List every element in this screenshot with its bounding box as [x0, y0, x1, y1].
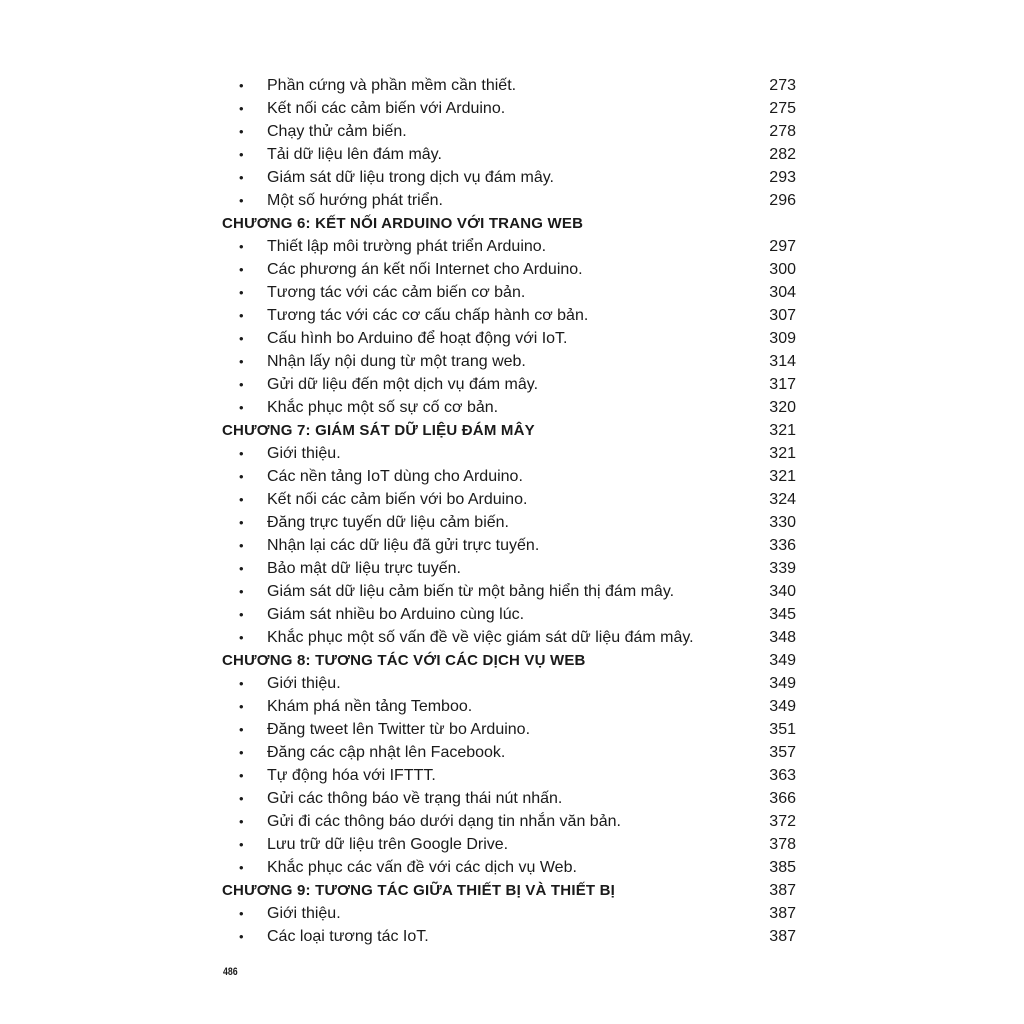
toc-item [222, 718, 796, 741]
toc-page-number: 278 [769, 123, 796, 140]
toc-item-label: Tương tác với các cảm biến cơ bản. [267, 284, 526, 301]
toc-page-number: 297 [769, 238, 796, 255]
bullet-icon: • [239, 791, 244, 806]
chapter-title: CHƯƠNG 8: TƯƠNG TÁC VỚI CÁC DỊCH VỤ WEB [222, 652, 586, 669]
toc-page-number: 357 [769, 744, 796, 761]
toc-item-label: Cấu hình bo Arduino để hoạt động với IoT. [267, 330, 568, 347]
bullet-icon: • [239, 676, 244, 691]
toc-chapter-heading [222, 879, 796, 902]
bullet-icon: • [239, 584, 244, 599]
toc-item [222, 810, 796, 833]
toc-item [222, 902, 796, 925]
toc-page-number: 317 [769, 376, 796, 393]
toc-item-label: Một số hướng phát triển. [267, 192, 443, 209]
toc-chapter-heading [222, 419, 796, 442]
toc-item [222, 672, 796, 695]
toc-item-label: Tải dữ liệu lên đám mây. [267, 146, 442, 163]
toc-item-label: Khám phá nền tảng Temboo. [267, 698, 473, 715]
toc-item-label: Gửi đi các thông báo dưới dạng tin nhắn văn bản. [267, 813, 621, 830]
toc-item-label: Khắc phục một số sự cố cơ bản. [267, 399, 499, 416]
bullet-icon: • [239, 699, 244, 714]
toc-item [222, 465, 796, 488]
bullet-icon: • [239, 262, 244, 277]
toc-page-number: 330 [769, 514, 796, 531]
toc-page-number: 304 [769, 284, 796, 301]
toc-page-number: 339 [769, 560, 796, 577]
table-of-contents [222, 74, 796, 948]
toc-item [222, 189, 796, 212]
toc-item-label: Các phương án kết nối Internet cho Arduino. [267, 261, 583, 278]
bullet-icon: • [239, 331, 244, 346]
toc-item-label: Phần cứng và phần mềm cần thiết. [267, 77, 517, 94]
toc-item [222, 373, 796, 396]
toc-item-label: Khắc phục các vấn đề với các dịch vụ Web. [267, 859, 577, 876]
toc-item-label: Tương tác với các cơ cấu chấp hành cơ bản. [267, 307, 589, 324]
toc-page-number: 309 [769, 330, 796, 347]
toc-item [222, 764, 796, 787]
toc-page-number: 296 [769, 192, 796, 209]
toc-item-label: Nhận lấy nội dung từ một trang web. [267, 353, 526, 370]
bullet-icon: • [239, 515, 244, 530]
toc-item [222, 488, 796, 511]
toc-item [222, 626, 796, 649]
toc-item-label: Giám sát nhiều bo Arduino cùng lúc. [267, 606, 525, 623]
toc-page-number: 314 [769, 353, 796, 370]
toc-page-number: 307 [769, 307, 796, 324]
toc-page-number: 366 [769, 790, 796, 807]
toc-page-number: 324 [769, 491, 796, 508]
bullet-icon: • [239, 377, 244, 392]
toc-item [222, 166, 796, 189]
toc-page-number: 275 [769, 100, 796, 117]
toc-page-number: 321 [769, 468, 796, 485]
bullet-icon: • [239, 285, 244, 300]
bullet-icon: • [239, 101, 244, 116]
toc-item-label: Giám sát dữ liệu cảm biến từ một bảng hiển thị đám mây. [267, 583, 675, 600]
bullet-icon: • [239, 722, 244, 737]
toc-item-label: Đăng trực tuyến dữ liệu cảm biến. [267, 514, 509, 531]
bullet-icon: • [239, 860, 244, 875]
toc-item [222, 258, 796, 281]
toc-page-number: 349 [769, 675, 796, 692]
toc-item-label: Tự động hóa với IFTTT. [267, 767, 436, 784]
toc-item [222, 304, 796, 327]
toc-item-label: Các loại tương tác IoT. [267, 928, 429, 945]
toc-item [222, 580, 796, 603]
toc-item [222, 603, 796, 626]
bullet-icon: • [239, 745, 244, 760]
toc-page-number: 345 [769, 606, 796, 623]
toc-item [222, 856, 796, 879]
toc-page-number: 340 [769, 583, 796, 600]
toc-item [222, 925, 796, 948]
toc-page-number: 273 [769, 77, 796, 94]
toc-item-label: Kết nối các cảm biến với Arduino. [267, 100, 506, 117]
toc-item-label: Chạy thử cảm biến. [267, 123, 407, 140]
bullet-icon: • [239, 469, 244, 484]
toc-item-label: Đăng tweet lên Twitter từ bo Arduino. [267, 721, 531, 738]
bullet-icon: • [239, 607, 244, 622]
toc-item-label: Giới thiệu. [267, 675, 341, 692]
toc-item [222, 235, 796, 258]
bullet-icon: • [239, 538, 244, 553]
toc-page-number: 300 [769, 261, 796, 278]
toc-item [222, 74, 796, 97]
toc-item [222, 396, 796, 419]
toc-item [222, 143, 796, 166]
toc-item-label: Khắc phục một số vấn đề về việc giám sát dữ liệu đám mây. [267, 629, 694, 646]
bullet-icon: • [239, 78, 244, 93]
bullet-icon: • [239, 354, 244, 369]
toc-page-number: 349 [769, 698, 796, 715]
bullet-icon: • [239, 906, 244, 921]
toc-item-label: Nhận lại các dữ liệu đã gửi trực tuyến. [267, 537, 540, 554]
toc-item [222, 442, 796, 465]
toc-item [222, 833, 796, 856]
bullet-icon: • [239, 492, 244, 507]
bullet-icon: • [239, 561, 244, 576]
toc-page-number: 372 [769, 813, 796, 830]
toc-item-label: Thiết lập môi trường phát triển Arduino. [267, 238, 547, 255]
toc-page-number: 321 [769, 445, 796, 462]
chapter-title: CHƯƠNG 7: GIÁM SÁT DỮ LIỆU ĐÁM MÂY [222, 422, 535, 439]
toc-item-label: Lưu trữ dữ liệu trên Google Drive. [267, 836, 509, 853]
bullet-icon: • [239, 929, 244, 944]
toc-page-number: 293 [769, 169, 796, 186]
toc-item [222, 511, 796, 534]
chapter-title: CHƯƠNG 6: KẾT NỐI ARDUINO VỚI TRANG WEB [222, 215, 584, 232]
toc-item-label: Các nền tảng IoT dùng cho Arduino. [267, 468, 523, 485]
toc-page-number: 321 [769, 422, 796, 439]
toc-item [222, 120, 796, 143]
toc-item-label: Bảo mật dữ liệu trực tuyến. [267, 560, 461, 577]
toc-item-label: Giới thiệu. [267, 445, 341, 462]
bullet-icon: • [239, 170, 244, 185]
toc-item [222, 787, 796, 810]
toc-page-number: 348 [769, 629, 796, 646]
bullet-icon: • [239, 400, 244, 415]
bullet-icon: • [239, 147, 244, 162]
bullet-icon: • [239, 124, 244, 139]
toc-page-number: 351 [769, 721, 796, 738]
toc-page-number: 387 [769, 928, 796, 945]
toc-page-number: 336 [769, 537, 796, 554]
toc-item [222, 281, 796, 304]
toc-page-number: 320 [769, 399, 796, 416]
bullet-icon: • [239, 446, 244, 461]
bullet-icon: • [239, 814, 244, 829]
toc-item [222, 741, 796, 764]
toc-page-number: 349 [769, 652, 796, 669]
toc-item [222, 97, 796, 120]
toc-chapter-heading [222, 649, 796, 672]
chapter-title: CHƯƠNG 9: TƯƠNG TÁC GIỮA THIẾT BỊ VÀ THIẾT BỊ [222, 882, 616, 899]
toc-item-label: Gửi các thông báo về trạng thái nút nhấn. [267, 790, 563, 807]
bullet-icon: • [239, 193, 244, 208]
toc-item-label: Đăng các cập nhật lên Facebook. [267, 744, 506, 761]
toc-page-number: 387 [769, 905, 796, 922]
toc-page-number: 385 [769, 859, 796, 876]
page-number: 486 [223, 966, 238, 978]
toc-page-number: 363 [769, 767, 796, 784]
toc-item-label: Giới thiệu. [267, 905, 341, 922]
toc-item [222, 534, 796, 557]
bullet-icon: • [239, 308, 244, 323]
toc-page-number: 282 [769, 146, 796, 163]
toc-chapter-heading [222, 212, 796, 235]
toc-item-label: Giám sát dữ liệu trong dịch vụ đám mây. [267, 169, 554, 186]
toc-page-number: 378 [769, 836, 796, 853]
toc-item [222, 557, 796, 580]
toc-page-number: 387 [769, 882, 796, 899]
bullet-icon: • [239, 239, 244, 254]
toc-item [222, 327, 796, 350]
toc-item [222, 695, 796, 718]
bullet-icon: • [239, 837, 244, 852]
bullet-icon: • [239, 630, 244, 645]
toc-item [222, 350, 796, 373]
toc-item-label: Kết nối các cảm biến với bo Arduino. [267, 491, 528, 508]
toc-item-label: Gửi dữ liệu đến một dịch vụ đám mây. [267, 376, 539, 393]
bullet-icon: • [239, 768, 244, 783]
